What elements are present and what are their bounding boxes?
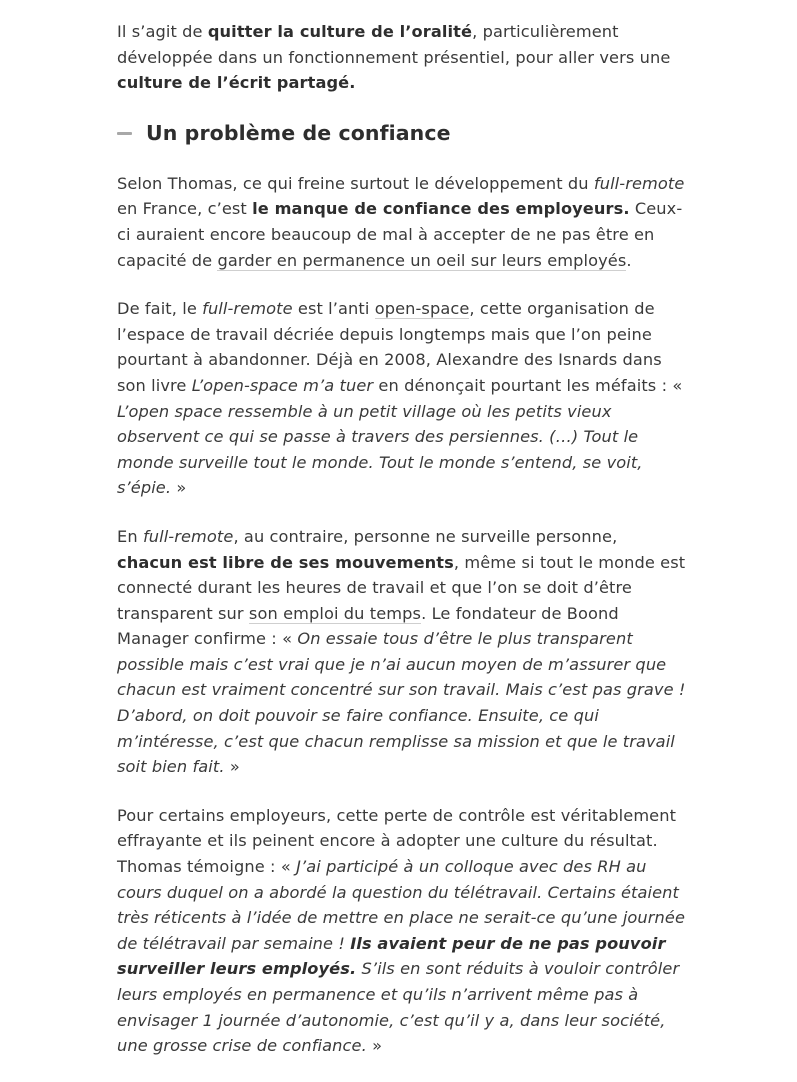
p4-text-1: Pour certains employeurs, cette perte de contrôle est véritablement effrayante et ils peinent encore à adopter une culture du résultat. Thomas témoigne : « — [117, 805, 677, 877]
p1-italic-1: full-remote — [593, 173, 685, 193]
p3-italic-1: full-remote — [142, 526, 234, 546]
intro-paragraph — [117, 19, 687, 96]
intro-text-3: . — [349, 73, 356, 93]
p2-text-4: en dénonçait pourtant les méfaits : « — [373, 375, 683, 395]
p2-text-1: De fait, le — [117, 299, 203, 319]
intro-bold-2: culture de l’écrit partagé — [117, 73, 350, 93]
intro-text-1: Il s’agit de — [117, 22, 208, 41]
link-emploi-du-temps[interactable]: son emploi du temps — [248, 603, 422, 623]
p3-quote: On essaie tous d’être le plus transparent possible mais c’est vrai que je n’ai aucun moyen de m’assurer que chacun est vraiment concentré sur son travail. Mais c’est pas grave ! D’abord, on doit pouvoir se faire confiance. Ensuite, ce qui m’intéresse, c’est que chacun remplisse sa mission et que le travail soit bien fait. — [117, 629, 686, 777]
p2-text-5: » — [171, 478, 187, 498]
p3-text-5: » — [224, 757, 240, 777]
p1-text-3: Ceux-ci auraient encore beaucoup de mal à accepter de ne pas être en capacité de — [117, 199, 683, 270]
p1-text-4: . — [626, 250, 632, 270]
p3-text-2: , au contraire, personne ne surveille personne, — [233, 526, 618, 546]
p2-text-3: , cette organisation de l’espace de travail décriée depuis longtemps mais que l’on peine pourtant à abandonner. Déjà en 2008, Alexandre des Isnards dans son livre — [117, 299, 662, 395]
heading-dash-icon — [117, 132, 132, 135]
p3-bold-1: chacun est libre de ses mouvements — [117, 552, 454, 572]
p2-italic-1: full-remote — [202, 299, 293, 319]
p4-quote-2: S’ils en sont réduits à vouloir contrôler leurs employés en permanence et qu’ils n’arrivent même pas à envisager 1 journée d’autonomie, c’est qu’il y a, dans leur société, une grosse crise de confiance. — [117, 959, 680, 1056]
p4-quote-1: J’ai participé à un colloque avec des RH au cours duquel on a abordé la question du télétravail. Certains étaient très réticents à l’idée de mettre en place ne serait-ce qu’une journée de télétravail par semaine ! — [117, 857, 686, 953]
section-heading-text: Un problème de confiance — [146, 120, 451, 145]
intro-bold-1: quitter la culture de l’oralité — [207, 22, 473, 41]
intro-text-2: , particulièrement développée dans un fonctionnement présentiel, pour aller vers une — [117, 22, 671, 67]
link-garder-un-oeil[interactable]: garder en permanence un oeil sur leurs employés — [217, 250, 627, 270]
p2-text-2: est l’anti — [292, 299, 375, 319]
link-open-space[interactable]: open-space — [374, 299, 470, 319]
p1-bold-1: le manque de confiance des employeurs. — [252, 199, 630, 219]
p3-text-3: , même si tout le monde est connecté durant les heures de travail et que l’on se doit d’être transparent sur — [117, 552, 686, 623]
paragraph-3 — [117, 524, 687, 780]
p2-book-title: L’open-space m’a tuer — [191, 375, 374, 395]
paragraph-2 — [117, 296, 687, 501]
p4-text-2: » — [366, 1036, 383, 1056]
p2-quote: L’open space ressemble à un petit village où les petits vieux observent ce qui se passe à travers des persiennes. (…) Tout le monde surveille tout le monde. Tout le monde s’entend, se voit, s’épie. — [117, 401, 643, 498]
p1-text-2: en France, c’est — [117, 199, 253, 219]
article-body — [117, 19, 687, 1082]
section-heading — [117, 119, 687, 147]
paragraph-1 — [117, 171, 687, 273]
p4-bold-italic: Ils avaient peur de ne pas pouvoir surveiller leurs employés. — [117, 933, 666, 979]
p3-text-4: . Le fondateur de Boond Manager confirme : « — [117, 603, 619, 649]
p3-text-1: En — [117, 526, 143, 546]
p1-text-1: Selon Thomas, ce qui freine surtout le développement du — [117, 173, 594, 193]
paragraph-4 — [117, 803, 687, 1059]
